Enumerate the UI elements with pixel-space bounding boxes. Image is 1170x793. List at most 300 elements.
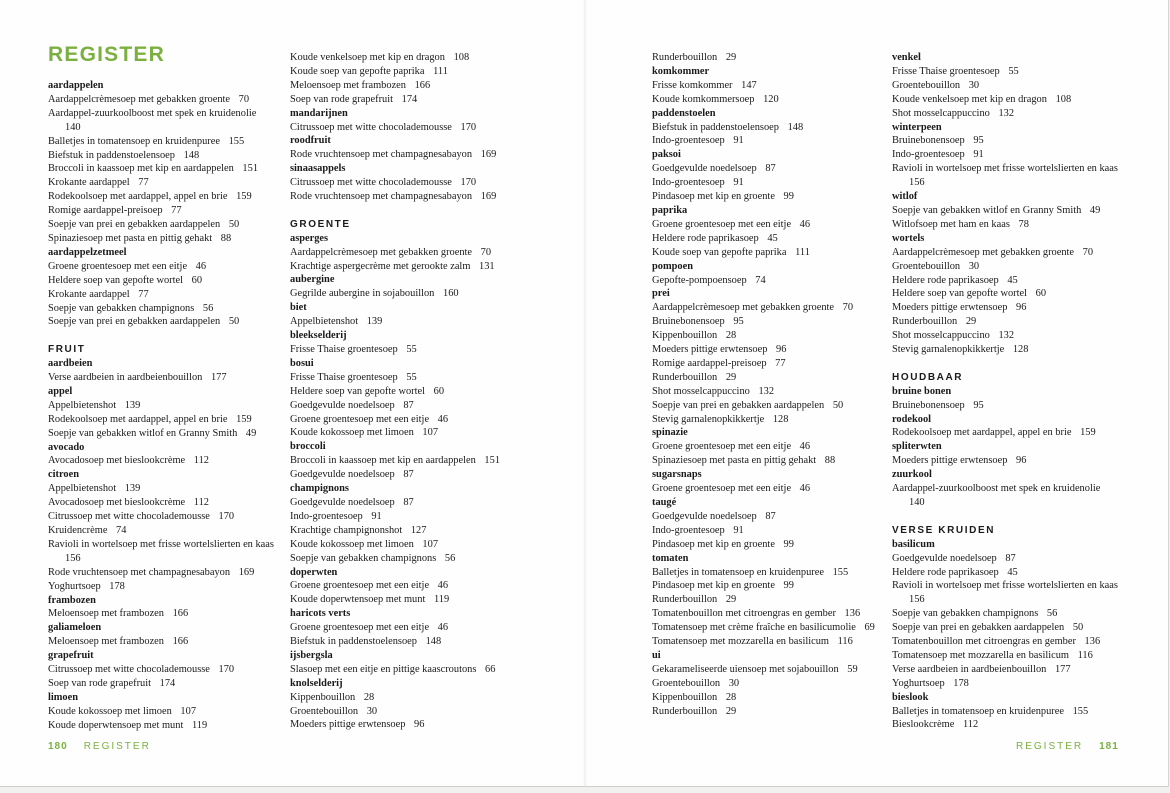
page-ref: 140 [65,121,81,133]
index-entry [48,719,280,733]
index-term: tomaten [652,552,689,564]
recipe-title: Soepje van prei en gebakken aardappelen [652,399,825,411]
recipe-title: Pindasoep met kip en groente [652,191,775,203]
recipe-title: Kippenbouillon [652,330,718,342]
page-ref: 116 [837,636,853,648]
index-term: winterpeen [892,121,942,133]
index-entry [892,454,1124,468]
recipe-title: Groentebouillon [892,79,961,91]
page-ref: 177 [210,372,227,384]
recipe-title: Moeders pittige erwtensoep [892,302,1008,314]
index-entry [892,162,1124,190]
index-term: biet [290,302,307,314]
recipe-title: Koude kokossoep met limoen [48,705,172,717]
running-head: REGISTER [1016,741,1084,752]
page-ref: 49 [245,427,257,439]
recipe-title: Groentebouillon [652,677,721,689]
index-term: avocado [48,441,85,453]
page-ref: 96 [414,719,425,731]
recipe-title: Soep van rode grapefruit [290,93,394,105]
page-ref: 50 [1072,622,1084,634]
index-entry [652,524,884,538]
recipe-title: Witlofsoep met ham en kaas [892,218,1010,230]
page-ref: 169 [480,149,497,161]
index-term: frambozen [48,594,96,606]
index-entry [892,315,1124,329]
index-term: witlof [892,191,918,203]
recipe-title: Indo-groentesoep [652,135,725,147]
page-ref: 112 [193,497,209,509]
page-ref: 166 [414,79,431,91]
page-ref: 170 [218,664,235,676]
recipe-title: Verse aardbeien in aardbeienbouillon [48,372,203,384]
page-ref: 59 [847,663,858,675]
index-entry [652,677,884,691]
page-ref: 111 [795,246,810,258]
recipe-title: Biefstuk in paddenstoelensoep [48,149,175,161]
index-term: paprika [652,204,688,216]
page-ref: 46 [799,218,811,230]
page-ref: 155 [1072,705,1089,717]
index-entry [290,93,522,107]
recipe-title: Tomatensoep met crème fraîche en basilicumolie [652,622,856,634]
index-entry [48,274,280,288]
page-ref: 116 [1077,649,1093,661]
index-entry [290,79,522,93]
page-ref: 156 [909,177,925,189]
index-entry [48,705,280,719]
index-entry [652,190,884,204]
page-title: REGISTER [48,43,165,66]
recipe-title: Ravioli in wortelsoep met frisse wortelslierten en kaas [892,580,1118,592]
index-entry [892,134,1124,148]
index-entry [892,107,1124,121]
page-ref: 95 [973,399,984,411]
recipe-title: Heldere soep van gepofte wortel [892,288,1028,300]
index-entry [652,301,884,315]
index-entry [290,399,522,413]
recipe-title: Runderbouillon [652,705,718,717]
page-ref: 107 [180,705,197,717]
index-entry [892,399,1124,413]
index-entry [48,302,280,316]
index-term: spliterwten [892,441,942,453]
page-ref: 108 [453,52,470,63]
index-entry [652,593,884,607]
page-ref: 91 [733,135,744,147]
recipe-title: Pindasoep met kip en groente [652,580,775,592]
index-entry [290,260,522,274]
index-entry [48,315,280,329]
index-term: limoen [48,691,79,703]
index-entry [290,51,522,65]
page-ref: 28 [725,691,737,703]
index-entry [892,329,1124,343]
index-entry [892,148,1124,162]
page-ref: 156 [65,552,81,564]
recipe-title: Heldere rode paprikasoep [892,566,999,578]
index-entry [48,510,280,524]
index-term: haricots verts [290,608,351,620]
page-ref: 174 [401,93,418,105]
recipe-title: Frisse Thaise groentesoep [290,371,398,383]
recipe-title: Soepje van gebakken witlof en Granny Smith [48,427,238,439]
index-entry [652,566,884,580]
recipe-title: Aardappelcrèmesoep met gebakken groente [48,93,231,105]
index-entry [48,135,280,149]
page-number: 181 [1099,741,1119,752]
index-entry [290,468,522,482]
recipe-title: Indo-groentesoep [290,510,363,522]
index-entry [48,538,280,566]
index-term: prei [652,288,670,300]
recipe-title: Aardappelcrèmesoep met gebakken groente [290,246,473,258]
index-entry [892,260,1124,274]
column-entries [48,79,280,733]
index-term: grapefruit [48,650,94,662]
index-entry [48,496,280,510]
index-entry [290,190,522,204]
page-ref: 170 [460,177,477,189]
index-entry [48,288,280,302]
index-term: bieslook [892,691,929,703]
index-entry [652,621,884,635]
index-entry [652,121,884,135]
index-entry [48,371,280,385]
page-ref: 131 [479,260,495,272]
recipe-title: Bruinebonensoep [892,135,965,147]
page-ref: 29 [725,594,737,606]
recipe-title: Pindasoep met kip en groente [652,538,775,550]
recipe-title: Citrussoep met witte chocolademousse [290,177,452,189]
recipe-title: Runderbouillon [652,594,718,606]
page-ref: 166 [172,636,189,648]
index-entry [290,593,522,607]
recipe-title: Tomatensoep met mozzarella en basilicum [652,636,830,648]
index-term: paddenstoelen [652,107,716,119]
page-ref: 46 [437,413,449,425]
index-entry [290,121,522,135]
page-ref: 170 [460,121,477,133]
page-ref: 88 [824,455,836,467]
page-ref: 156 [909,594,925,606]
page-ref: 91 [733,524,744,536]
index-entry [290,718,522,732]
page-ref: 178 [109,580,125,592]
recipe-title: Soepje van gebakken champignons [892,608,1039,620]
index-entry [290,621,522,635]
running-head: REGISTER [83,741,151,752]
index-entry [48,190,280,204]
recipe-title: Meloensoep met frambozen [290,79,406,91]
recipe-title: Groene groentesoep met een eitje [48,260,188,272]
index-entry [652,705,884,719]
page-ref: 46 [437,622,449,634]
index-entry [652,607,884,621]
index-entry [892,718,1124,732]
page-ref: 87 [765,510,776,522]
page-ref: 46 [195,260,207,272]
recipe-title: Goedgevulde noedelsoep [892,552,997,564]
index-term: roodfruit [290,135,331,147]
page-ref: 45 [1007,566,1018,578]
index-entry [290,552,522,566]
index-term: pompoen [652,260,693,272]
recipe-title: Frisse komkommer [652,79,733,91]
index-term: aardappelzetmeel [48,246,127,258]
recipe-title: Soepje van gebakken champignons [48,302,195,314]
recipe-title: Tomatenbouillon met citroengras en gember [652,608,836,620]
page-ref: 74 [116,524,127,536]
page-ref: 99 [783,191,794,203]
index-entry [652,399,884,413]
index-term: galiameloen [48,622,102,634]
index-entry [652,79,884,93]
index-entry [892,621,1124,635]
page-ref: 91 [371,510,382,522]
index-term: appel [48,385,73,397]
page-ref: 28 [363,691,375,703]
recipe-title: Runderbouillon [892,316,958,328]
index-entry [48,524,280,538]
index-entry [290,176,522,190]
page-ref: 30 [968,260,980,272]
page-ref: 95 [973,135,984,147]
page-ref: 139 [366,316,383,328]
recipe-title: Avocadosoep met bieslookcrème [48,455,186,467]
page-ref: 132 [998,107,1015,119]
recipe-title: Meloensoep met frambozen [48,608,164,620]
page-ref: 166 [172,608,189,620]
recipe-title: Koude doperwtensoep met munt [290,594,426,606]
page-ref: 60 [433,385,445,397]
index-entry [892,79,1124,93]
recipe-title: Shot mosselcappuccino [892,107,990,119]
index-entry [892,246,1124,260]
recipe-title: Bruinebonensoep [892,399,965,411]
recipe-title: Moeders pittige erwtensoep [290,719,406,731]
page-ref: 50 [228,219,240,231]
recipe-title: Koude soep van gepofte paprika [652,246,787,258]
index-term: bleekselderij [290,330,347,342]
recipe-title: Heldere rode paprikasoep [652,232,759,244]
index-column-1 [48,43,280,733]
recipe-title: Spinaziesoep met pasta en pittig gehakt [652,455,817,467]
recipe-title: Soepje van prei en gebakken aardappelen [48,219,221,231]
index-term: paksoi [652,149,681,161]
page-ref: 155 [228,135,245,147]
recipe-title: Groentebouillon [892,260,961,272]
page-ref: 111 [433,65,448,77]
index-term: champignons [290,483,349,495]
column-entries [290,51,522,732]
recipe-title: Goedgevulde noedelsoep [652,163,757,175]
page-ref: 108 [1055,93,1072,105]
page-ref: 96 [1016,302,1027,314]
recipe-title: Koude doperwtensoep met munt [48,719,184,731]
page-ref: 128 [772,413,789,425]
recipe-title: Goedgevulde noedelsoep [652,510,757,522]
page-ref: 159 [1080,427,1096,439]
index-entry [892,218,1124,232]
recipe-title: Koude venkelsoep met kip en dragon [290,52,445,63]
index-entry [652,232,884,246]
recipe-title: Spinaziesoep met pasta en pittig gehakt [48,232,213,244]
recipe-title: Aardappel-zuurkoolboost met spek en kruidenolie [48,107,257,119]
recipe-title: Balletjes in tomatensoep en kruidenpuree [48,135,220,147]
index-entry [652,134,884,148]
page-ref: 160 [443,288,459,300]
page-ref: 77 [138,177,149,189]
page-ref: 96 [776,344,787,356]
page-ref: 78 [1018,218,1029,230]
recipe-title: Moeders pittige erwtensoep [652,344,768,356]
recipe-title: Rodekoolsoep met aardappel, appel en brie [892,427,1072,439]
page-ref: 30 [968,79,980,91]
page-ref: 87 [403,496,414,508]
page-ref: 77 [775,357,786,369]
column-entries [892,51,1124,732]
index-entry [290,315,522,329]
page-ref: 99 [783,538,794,550]
recipe-title: Citrussoep met witte chocolademousse [48,511,210,523]
recipe-title: Krachtige champignonshot [290,524,403,536]
index-entry [48,107,280,135]
index-entry [652,635,884,649]
index-term: knolselderij [290,677,343,689]
recipe-title: Broccoli in kaassoep met kip en aardappelen [290,455,476,467]
index-entry [290,663,522,677]
recipe-title: Moeders pittige erwtensoep [892,455,1008,467]
index-column-2 [290,51,522,732]
index-term: broccoli [290,441,326,453]
index-entry [652,371,884,385]
index-entry [48,260,280,274]
recipe-title: Soepje van prei en gebakken aardappelen [892,622,1065,634]
index-entry [652,315,884,329]
recipe-title: Koude soep van gepofte paprika [290,65,425,77]
index-entry [652,162,884,176]
page-ref: 107 [422,427,439,439]
index-entry [652,329,884,343]
index-entry [290,413,522,427]
recipe-title: Groentebouillon [290,705,359,717]
page-ref: 77 [171,205,182,217]
recipe-title: Aardappelcrèmesoep met gebakken groente [892,246,1075,258]
page-ref: 87 [403,399,414,411]
page-ref: 91 [973,149,984,161]
recipe-title: Citrussoep met witte chocolademousse [290,121,452,133]
page-ref: 148 [787,121,804,133]
recipe-title: Ravioli in wortelsoep met frisse wortelslierten en kaas [892,163,1118,175]
recipe-title: Heldere soep van gepofte wortel [290,385,426,397]
page-ref: 69 [864,622,875,634]
page-ref: 120 [763,93,779,105]
page-ref: 139 [124,483,141,495]
page-ref: 151 [242,163,259,175]
page-ref: 29 [965,316,977,328]
recipe-title: Stevig garnalenopkikkertje [652,413,765,425]
page-ref: 56 [1046,608,1058,620]
page-ref: 87 [403,469,414,481]
recipe-title: Balletjes in tomatensoep en kruidenpuree [652,566,824,578]
page-ref: 169 [480,191,497,203]
index-entry [652,51,884,65]
index-term: doperwten [290,566,338,578]
index-entry [290,426,522,440]
page-ref: 55 [406,371,417,383]
recipe-title: Goedgevulde noedelsoep [290,469,395,481]
index-entry [892,705,1124,719]
page-ref: 50 [832,399,844,411]
page-ref: 127 [410,524,427,536]
page-number: 180 [48,741,68,752]
page-ref: 87 [765,163,776,175]
index-entry [48,204,280,218]
index-entry [290,343,522,357]
recipe-title: Krachtige aspergecrème met gerookte zalm [290,260,471,272]
recipe-title: Slasoep met een eitje en pittige kaascroutons [290,663,477,675]
recipe-title: Krokante aardappel [48,288,130,300]
index-entry [892,274,1124,288]
index-entry [48,607,280,621]
page-ref: 119 [433,594,450,606]
index-entry [48,93,280,107]
page-ref: 99 [783,580,794,592]
index-entry [48,427,280,441]
recipe-title: Frisse Thaise groentesoep [290,344,398,356]
page-ref: 70 [842,302,854,314]
index-term: aardbeien [48,358,93,370]
page-ref: 29 [725,371,737,383]
index-entry [290,287,522,301]
page-ref: 46 [437,580,449,592]
recipe-title: Rode vruchtensoep met champagnesabayon [290,149,473,161]
recipe-title: Kippenbouillon [290,691,356,703]
recipe-title: Indo-groentesoep [892,149,965,161]
index-entry [892,287,1124,301]
recipe-title: Groene groentesoep met een eitje [290,413,430,425]
recipe-title: Groene groentesoep met een eitje [652,483,792,495]
index-entry [290,385,522,399]
recipe-title: Groene groentesoep met een eitje [652,218,792,230]
recipe-title: Heldere rode paprikasoep [892,274,999,286]
page-ref: 169 [238,566,255,578]
page-ref: 151 [484,455,501,467]
recipe-title: Groene groentesoep met een eitje [290,622,430,634]
index-entry [290,371,522,385]
recipe-title: Biefstuk in paddenstoelensoep [290,636,417,648]
section-heading: FRUIT [48,344,86,356]
index-entry [290,246,522,260]
page-ref: 95 [733,316,744,328]
index-entry [48,176,280,190]
page-ref: 136 [844,608,861,620]
page-ref: 119 [191,719,208,731]
index-entry [892,301,1124,315]
recipe-title: Soep van rode grapefruit [48,677,152,689]
recipe-title: Yoghurtsoep [48,580,101,592]
book-gutter [583,0,587,786]
recipe-title: Meloensoep met frambozen [48,636,164,648]
index-column-4 [892,51,1124,732]
index-term: venkel [892,52,921,63]
index-term: aubergine [290,274,335,286]
recipe-title: Rode vruchtensoep met champagnesabayon [48,566,231,578]
recipe-title: Aardappel-zuurkoolboost met spek en kruidenolie [892,483,1101,495]
index-term: mandarijnen [290,107,348,119]
section-heading: GROENTE [290,218,351,230]
